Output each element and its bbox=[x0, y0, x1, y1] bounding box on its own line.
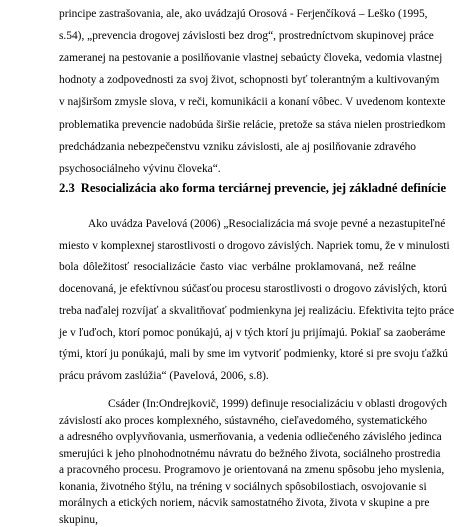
section-title: Resocializácia ako forma terciárnej prevencie, jej základné definície bbox=[80, 181, 447, 195]
paragraph-3-line: smerujúci k jeho plnohodnotnému návratu do bežného života, sociálneho prostredia bbox=[59, 447, 441, 460]
paragraph-2-line: je v ľuďoch, ktorí pomoc ponúkajú, aj v tých ktorí ju prijímajú. Pokiaľ sa zaoberáme bbox=[59, 326, 446, 339]
paragraph-2-line: tými, ktorí ju ponúkajú, mali by sme im vytvoriť podmienky, ktoré si pre svoju ťažkú bbox=[59, 348, 448, 361]
paragraph-1-line: hodnoty a zodpovednosti za svoj život, schopnosti byť tolerantným a kultivovaným bbox=[59, 74, 440, 87]
paragraph-3-line: konania, životného štýlu, na tréning v sociálnych spôsobilostiach, osvojovanie si bbox=[59, 480, 427, 493]
paragraph-1-line: predchádzania nebezpečenstvu vzniku závislosti, ale aj posilňovanie zdravého bbox=[59, 140, 416, 153]
paragraph-3-line: a adresného ovplyvňovania, usmerňovania, a vedenia odliečeného závislého jedinca bbox=[59, 431, 442, 443]
paragraph-2-line: treba naďalej rozvíjať a skvalitňovať podmienkyna jej realizáciu. Efektivita tejto práce bbox=[59, 304, 454, 317]
section-number: 2.3 bbox=[59, 181, 75, 195]
paragraph-2-line: bola dôležitosť resocializácie často viac verbálne proklamovaná, než reálne bbox=[59, 261, 416, 274]
paragraph-3-line: a pracovného procesu. Programovo je orientovaná na zmenu spôsobu jeho myslenia, bbox=[59, 464, 445, 476]
paragraph-2-line: docenovaná, je efektívnou súčasťou procesu starostlivosti o drogovo závislých, ktorú bbox=[59, 283, 447, 296]
paragraph-1-line: zameranej na pestovanie a posilňovanie vlastnej sebaúcty človeka, vedomia vlastnej bbox=[59, 52, 443, 65]
paragraph-2-line: miesto v komplexnej starostlivosti o drogovo závislých. Napriek tomu, že v minulosti bbox=[59, 239, 450, 252]
paragraph-2-line: prácu právom zaslúžia“ (Pavelová, 2006, s.8). bbox=[59, 369, 269, 382]
paragraph-3-line: závislostí ako proces komplexného, sústavného, cieľavedomého, systematického bbox=[59, 414, 428, 427]
section-heading bbox=[59, 180, 447, 196]
paragraph-1-line: s.54), „prevencia drogovej závislosti bez drog“, prostredníctvom skupinovej práce bbox=[59, 30, 434, 43]
paragraph-2-line: Ako uvádza Pavelová (2006) „Resocializácia má svoje pevné a nezastupiteľné bbox=[88, 218, 446, 230]
paragraph-1-line: problematika prevencie nadobúda širšie relácie, pretože sa stáva nielen prostriedkom bbox=[59, 118, 446, 131]
paragraph-1-line: psychosociálneho vývinu človeka“. bbox=[59, 162, 221, 175]
paragraph-1-line: principe zastrašovania, ale, ako uvádzajú Orosová - Ferjenčíková – Leško (1995, bbox=[59, 8, 428, 20]
paragraph-3-line: skupinu, bbox=[59, 513, 98, 526]
paragraph-3-line: morálnych a etických noriem, nácvik samostatného života, života v skupine a pre bbox=[59, 497, 430, 509]
paragraph-3-line: Csáder (In:Ondrejkovič, 1999) definuje resocializáciu v oblasti drogových bbox=[108, 398, 448, 410]
paragraph-1-line: v najširšom zmysle slova, v reči, komunikácii a konaní vôbec. V uvedenom kontexte bbox=[59, 96, 446, 109]
